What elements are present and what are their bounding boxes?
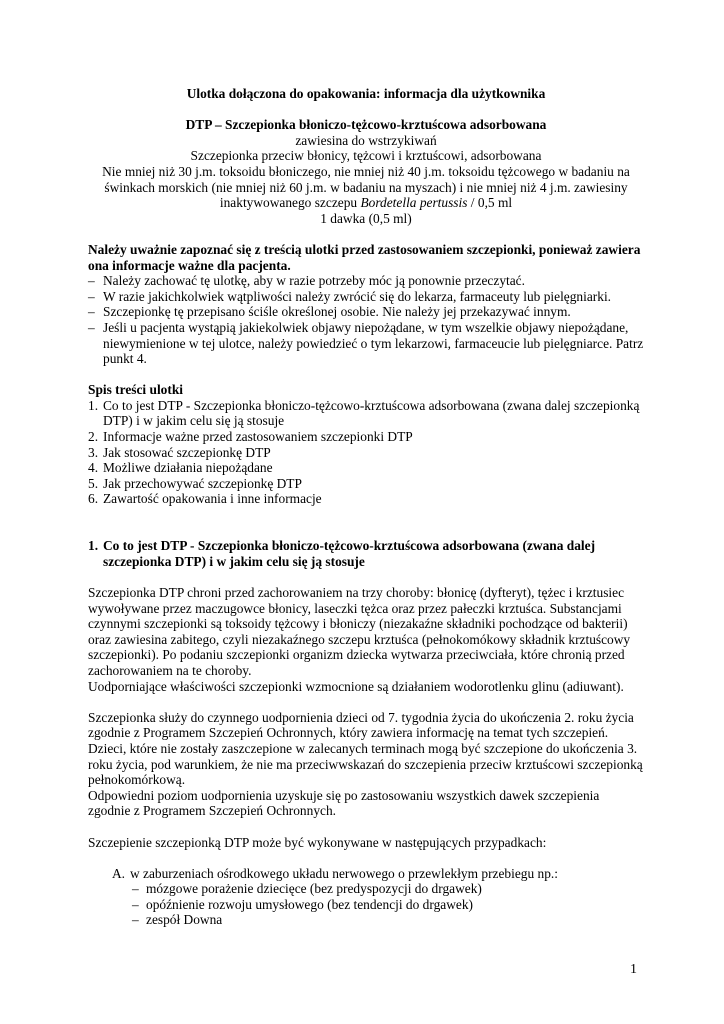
toc-item [88, 429, 644, 445]
warning-list [88, 273, 644, 367]
toc-number: 4. [88, 460, 99, 476]
list-item [88, 320, 644, 367]
toc-item [88, 491, 644, 507]
list-item [88, 304, 644, 320]
case-item-text: opóźnienie rozwoju umysłowego (bez tendencji do drgawek) [146, 896, 473, 912]
warning-item-text: Należy zachować tę ulotkę, aby w razie potrzeby móc ją ponownie przeczytać. [103, 273, 525, 289]
page-number: 1 [630, 962, 637, 977]
leaflet-title: Ulotka dołączona do opakowania: informacja dla użytkownika [186, 86, 546, 101]
toc-item [88, 460, 644, 476]
case-item-text: mózgowe porażenie dziecięce (bez predyspozycji do drgawek) [146, 881, 482, 897]
product-name: DTP – Szczepionka błoniczo-tężcowo-krztuścowa adsorbowana [185, 117, 547, 133]
toc-number: 6. [88, 491, 99, 507]
dash-bullet: – [88, 288, 95, 304]
toc-number: 3. [88, 444, 99, 460]
section-1-title [88, 538, 644, 569]
pharmaceutical-form: zawiesina do wstrzykiwań [295, 132, 437, 148]
toc-item [88, 398, 644, 429]
section-1-paragraph: Uodporniające właściwości szczepionki wzmocnione są działaniem wodorotlenku glinu (adiuwant). [88, 678, 624, 694]
case-item-text: zespół Downa [146, 912, 223, 928]
toc-item-text: Jak przechowywać szczepionkę DTP [103, 475, 302, 491]
page-content [88, 86, 644, 928]
composition-volume: / 0,5 ml [467, 195, 513, 211]
case-letter: A. [112, 865, 126, 881]
product-description: Szczepionka przeciw błonicy, tężcowi i krztuścowi, adsorbowana [190, 148, 542, 164]
toc-item-text: Co to jest DTP - Szczepionka błoniczo-tężcowo-krztuścowa adsorbowana (zwana dalej szczepionką DTP) i w jakim celu się ją stosuje [103, 397, 640, 429]
list-item [132, 881, 644, 897]
composition-strain: Bordetella pertussis [360, 195, 468, 211]
list-item [88, 289, 644, 305]
dash-bullet: – [132, 881, 139, 897]
list-item [132, 912, 644, 928]
section-number: 1. [88, 538, 99, 554]
section-1-paragraph: Odpowiedni poziom uodpornienia uzyskuje się po zastosowaniu wszystkich dawek szczepienia zgodnie z Programem Szczepień Ochronnych. [88, 787, 600, 819]
toc-item [88, 445, 644, 461]
warning-item-text: Szczepionkę tę przepisano ściśle określonej osobie. Nie należy jej przekazywać innym. [103, 304, 571, 320]
toc-item-text: Jak stosować szczepionkę DTP [103, 444, 271, 460]
dose: 1 dawka (0,5 ml) [320, 210, 412, 226]
warning-item-text: W razie jakichkolwiek wątpliwości należy zwrócić się do lekarza, farmaceuty lub pielęgniarki. [103, 288, 612, 304]
list-item [132, 897, 644, 913]
toc-item [88, 476, 644, 492]
warning-item-text: Jeśli u pacjenta wystąpią jakiekolwiek objawy niepożądane, w tym wszelkie objawy niepożądane, niewymienione w tej ulotce, należy powiedzieć o tym lekarzowi, farmaceucie lub pielęgniarce. Patrz punkt 4. [103, 319, 644, 367]
section-title-text: Co to jest DTP - Szczepionka błoniczo-tężcowo-krztuścowa adsorbowana (zwana dalej szczepionka DTP) i w jakim celu się ją stosuje [103, 538, 596, 569]
dash-bullet: – [88, 319, 95, 335]
toc-item-text: Zawartość opakowania i inne informacje [103, 491, 322, 507]
section-1-paragraph: Szczepionka DTP chroni przed zachorowaniem na trzy choroby: błonicę (dyfteryt), tężec i krztusiec wywoływane przez maczugowce błonicy, laseczki tężca oraz przez pałeczki krztuśca. Substancjami czynnymi szczepionki są toksoidy tężcowy i błoniczy (niezakaźne składniki pochodzące od bakterii) oraz zawiesina zabitego, czyli niezakaźnego szczepu krztuśca (pełnokomókowy składnik krztuścowy szczepionki). Po podaniu szczepionki organizm dziecka wytwarza przeciwciała, które chronią przed zachorowaniem na te choroby. [88, 585, 631, 678]
section-1-paragraph: Szczepionka służy do czynnego uodpornienia dzieci od 7. tygodnia życia do ukończenia 2. roku życia zgodnie z Programem Szczepień Ochronnych, który zawiera informację na temat tych szczepień. Dzieci, które nie zostały zaszczepione w zalecanych terminach mogą być szczepione do ukończenia 3. roku życia, pod warunkiem, że nie ma przeciwwskazań do szczepienia przeciw krztuścowi szczepionką pełnokomórkową. [88, 709, 643, 788]
dash-bullet: – [132, 896, 139, 912]
case-a [88, 866, 644, 882]
toc-list [88, 398, 644, 507]
dash-bullet: – [88, 273, 95, 289]
dash-bullet: – [132, 912, 139, 928]
composition-text: Nie mniej niż 30 j.m. toksoidu błoniczego, nie mniej niż 40 j.m. toksoidu tężcowego w badaniu na świnkach morskich (nie mniej niż 60 j.m. w badaniu na myszach) i nie mniej niż 4 j.m. zawiesiny inaktywowanego szczepu [102, 163, 630, 211]
list-item [88, 273, 644, 289]
composition [88, 164, 644, 211]
toc-item-text: Informacje ważne przed zastosowaniem szczepionki DTP [103, 429, 413, 445]
toc-heading: Spis treści ulotki [88, 382, 183, 398]
case-a-text: w zaburzeniach ośrodkowego układu nerwowego o przewlekłym przebiegu np.: [130, 865, 558, 881]
toc-item-text: Możliwe działania niepożądane [103, 460, 273, 476]
toc-number: 2. [88, 429, 99, 445]
toc-number: 1. [88, 397, 99, 413]
dash-bullet: – [88, 304, 95, 320]
section-1-paragraph: Szczepienie szczepionką DTP może być wykonywane w następujących przypadkach: [88, 834, 547, 850]
case-a-list [88, 881, 644, 928]
toc-number: 5. [88, 475, 99, 491]
warning-heading: Należy uważnie zapoznać się z treścią ulotki przed zastosowaniem szczepionki, ponieważ zawiera ona informacje ważne dla pacjenta. [88, 241, 641, 273]
